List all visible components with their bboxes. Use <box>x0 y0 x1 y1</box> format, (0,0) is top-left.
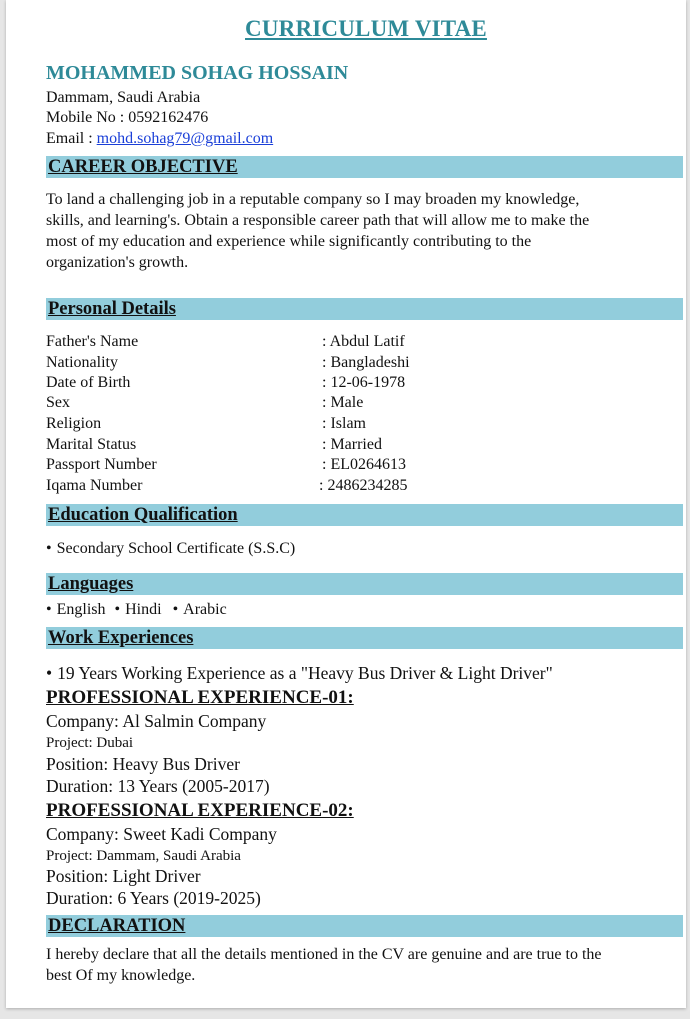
experience-position: Position: Light Driver <box>46 866 201 886</box>
education-item: • Secondary School Certificate (S.S.C) <box>46 539 295 559</box>
experience-company: Company: Al Salmin Company <box>46 711 267 731</box>
work-summary: • 19 Years Working Experience as a "Heavy Bus Driver & Light Driver" <box>46 663 553 683</box>
section-declaration <box>46 915 683 937</box>
paragraph-line: To land a challenging job in a reputable company so I may broaden my knowledge, <box>46 191 580 208</box>
detail-value: : Abdul Latif <box>322 333 405 350</box>
paragraph-line: I hereby declare that all the details mentioned in the CV are genuine and are true to the <box>46 946 602 963</box>
section-career-objective <box>46 156 683 178</box>
declaration-text <box>46 944 676 986</box>
detail-value: : 2486234285 <box>319 477 408 494</box>
experience-heading: PROFESSIONAL EXPERIENCE-02: <box>46 800 354 821</box>
detail-key: Marital Status <box>46 436 137 453</box>
paragraph-line: organization's growth. <box>46 254 189 271</box>
section-languages <box>46 573 683 595</box>
detail-key: Sex <box>46 394 70 411</box>
mobile: Mobile No : 0592162476 <box>46 109 209 126</box>
cv-page <box>6 0 686 1008</box>
detail-value: : Islam <box>322 415 366 432</box>
experience-duration: Duration: 13 Years (2005-2017) <box>46 776 270 796</box>
detail-value: : EL0264613 <box>322 456 406 473</box>
experience-heading: PROFESSIONAL EXPERIENCE-01: <box>46 687 354 708</box>
detail-value: : 12-06-1978 <box>322 374 406 391</box>
candidate-name: MOHAMMED SOHAG HOSSAIN <box>46 62 349 84</box>
section-heading: Work Experiences <box>48 628 194 648</box>
detail-key: Passport Number <box>46 456 157 473</box>
career-objective-text <box>46 189 676 273</box>
language-item: • Arabic <box>173 601 227 618</box>
section-education <box>46 504 683 526</box>
detail-key: Nationality <box>46 354 118 371</box>
detail-key: Religion <box>46 415 102 432</box>
experience-company: Company: Sweet Kadi Company <box>46 824 277 844</box>
detail-key: Iqama Number <box>46 477 143 494</box>
address: Dammam, Saudi Arabia <box>46 89 201 106</box>
experience-project: Project: Dammam, Saudi Arabia <box>46 848 241 864</box>
detail-value: : Married <box>322 436 382 453</box>
section-personal-details <box>46 298 683 320</box>
detail-value: : Male <box>322 394 364 411</box>
languages-list <box>46 600 227 620</box>
detail-key: Father's Name <box>46 333 139 350</box>
section-heading: Education Qualification <box>48 505 238 525</box>
experience-position: Position: Heavy Bus Driver <box>46 754 240 774</box>
paragraph-line: best Of my knowledge. <box>46 967 196 984</box>
paragraph-line: most of my education and experience while significantly contributing to the <box>46 233 532 250</box>
experience-project: Project: Dubai <box>46 735 134 751</box>
section-heading: DECLARATION <box>48 916 186 936</box>
language-item: • Hindi <box>115 601 162 618</box>
section-work-experiences <box>46 627 683 649</box>
email-line <box>46 129 273 149</box>
document-title: CURRICULUM VITAE <box>245 16 487 41</box>
email-label: Email : <box>46 130 97 147</box>
section-heading: CAREER OBJECTIVE <box>48 157 238 177</box>
paragraph-line: skills, and learning's. Obtain a responsible career path that will allow me to make the <box>46 212 590 229</box>
detail-value: : Bangladeshi <box>322 354 410 371</box>
section-heading: Personal Details <box>48 299 176 319</box>
section-heading: Languages <box>48 574 134 594</box>
detail-key: Date of Birth <box>46 374 131 391</box>
email-link[interactable]: mohd.sohag79@gmail.com <box>96 130 274 147</box>
language-item: • English <box>46 601 106 618</box>
experience-duration: Duration: 6 Years (2019-2025) <box>46 888 261 908</box>
